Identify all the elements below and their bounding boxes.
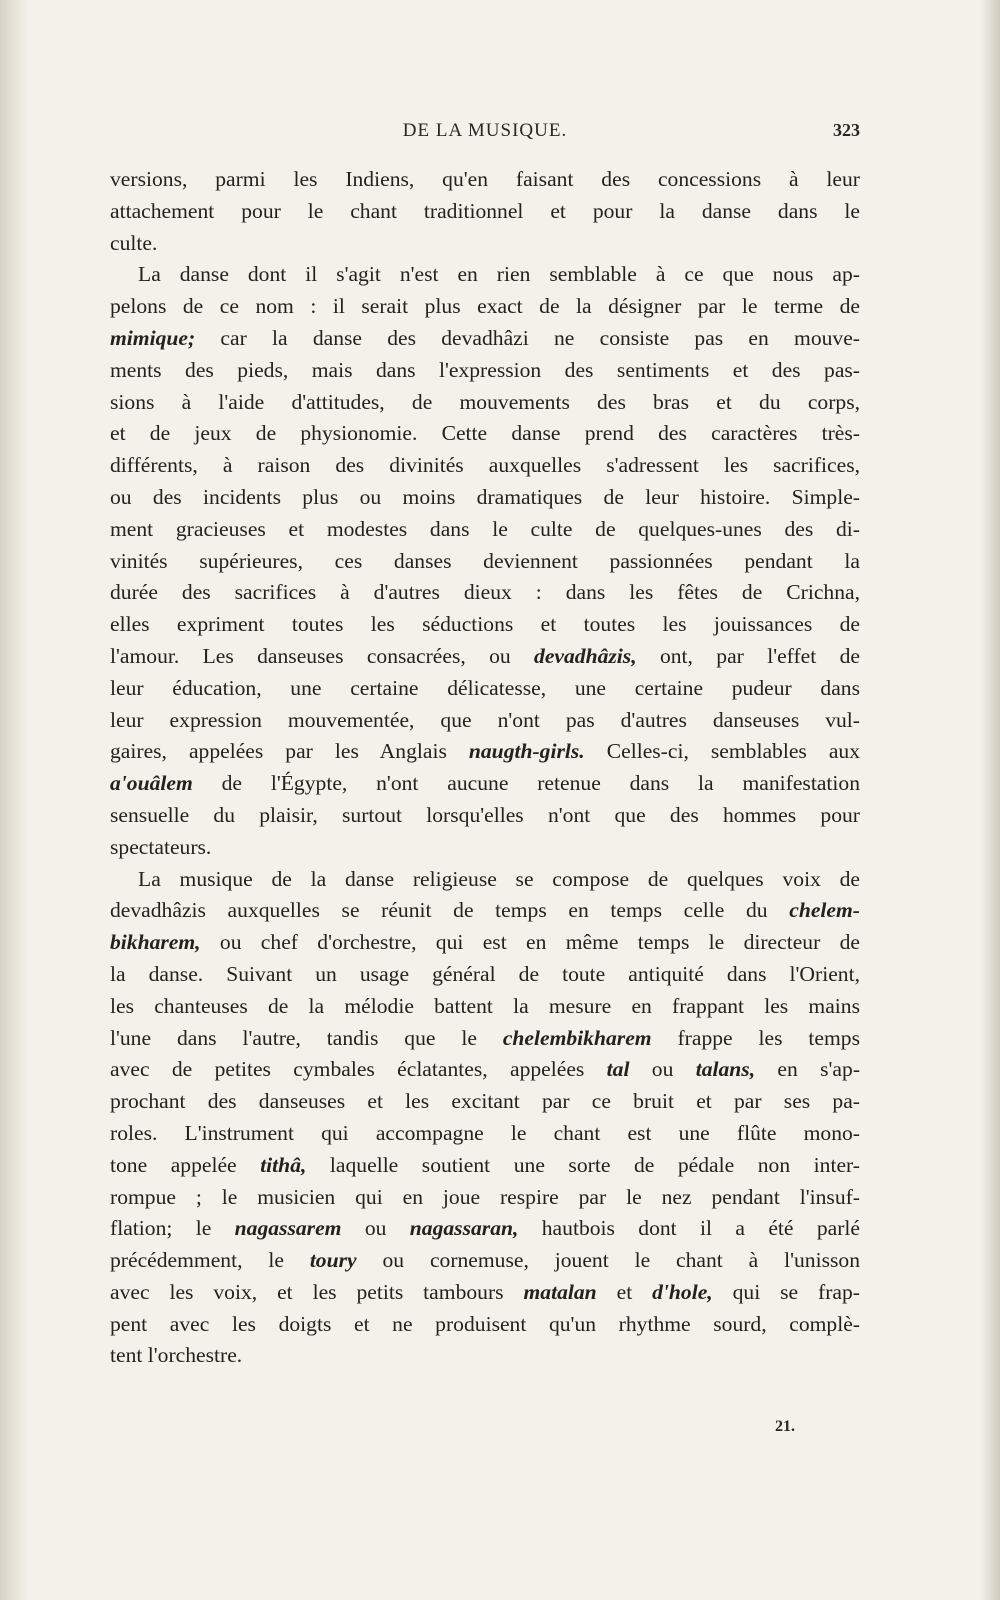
italic-term: bikharem, [110, 930, 201, 955]
text-line: prochant des danseuses et les excitant par ce bruit et par ses pa- [110, 1089, 860, 1114]
italic-term: talans, [695, 1057, 756, 1082]
italic-term: tithâ, [260, 1152, 307, 1177]
text-run: ou cornemuse, jouent le chant à l'unisson [356, 1248, 860, 1273]
text-run: et [596, 1279, 653, 1304]
text-line [110, 641, 860, 673]
text-line: spectateurs. [110, 834, 212, 859]
page-number: 323 [833, 120, 860, 140]
text-line: leur éducation, une certaine délicatesse, une certaine pudeur dans [110, 675, 860, 700]
text-line: elles expriment toutes les séductions et toutes les jouissances de [110, 612, 860, 637]
text-run: avec de petites cymbales éclatantes, appelées [110, 1057, 607, 1082]
text-run: en s'ap- [755, 1057, 860, 1082]
italic-term: matalan [523, 1279, 597, 1304]
text-line [110, 1277, 860, 1309]
text-line: ou des incidents plus ou moins dramatiques de leur histoire. Simple- [110, 484, 860, 509]
text-line: sensuelle du plaisir, surtout lorsqu'elles n'ont que des hommes pour [110, 802, 860, 827]
italic-term: nagassaran, [409, 1216, 519, 1241]
italic-term: a'ouâlem [110, 771, 193, 796]
text-run: gaires, appelées par les Anglais [110, 739, 469, 764]
text-run: l'amour. Les danseuses consacrées, ou [110, 643, 535, 668]
text-line: rompue ; le musicien qui en joue respire par le nez pendant l'insuf- [110, 1184, 860, 1209]
italic-term: devadhâzis, [534, 643, 637, 668]
text-line: La danse dont il s'agit n'est en rien semblable à ce que nous ap- [138, 262, 860, 287]
text-line: différents, à raison des divinités auxquelles s'adressent les sacrifices, [110, 453, 860, 478]
text-run: ou chef d'orchestre, qui est en même temps le directeur de [200, 930, 860, 955]
text-run: tone appelée [110, 1152, 261, 1177]
text-line: ment gracieuses et modestes dans le culte de quelques-unes des di- [110, 516, 860, 541]
text-line: roles. L'instrument qui accompagne le chant est une flûte mono- [110, 1120, 860, 1145]
page-edge-shadow [980, 0, 1000, 1600]
gutter-shadow [0, 0, 28, 1600]
text-line [110, 323, 860, 355]
italic-term: toury [309, 1248, 357, 1273]
running-title: DE LA MUSIQUE. [402, 120, 568, 141]
italic-term: chelem- [789, 898, 860, 923]
text-run: devadhâzis auxquelles se réunit de temps en temps celle du [110, 898, 790, 923]
text-line [110, 927, 860, 959]
text-line [110, 1023, 860, 1055]
text-line: La musique de la danse religieuse se compose de quelques voix de [138, 866, 860, 891]
text-run: ou [341, 1216, 410, 1241]
text-line: vinités supérieures, ces danses deviennent passionnées pendant la [110, 548, 860, 573]
italic-term: mimique; [110, 325, 196, 350]
text-line [110, 1054, 860, 1086]
text-run: de l'Égypte, n'ont aucune retenue dans la manifestation [192, 771, 860, 796]
italic-term: d'hole, [652, 1279, 713, 1304]
text-line: durée des sacrifices à d'autres dieux : dans les fêtes de Crichna, [110, 580, 860, 605]
text-line: sions à l'aide d'attitudes, de mouvements des bras et du corps, [110, 389, 860, 414]
signature-mark: 21. [775, 1418, 795, 1435]
text-run: car la danse des devadhâzi ne consiste pas en mouve- [195, 325, 860, 350]
text-run: précédemment, le [110, 1248, 310, 1273]
text-line: attachement pour le chant traditionnel et pour la danse dans le [110, 198, 860, 223]
text-line: culte. [110, 230, 158, 255]
text-line: tent l'orchestre. [110, 1343, 243, 1368]
text-run: ou [629, 1057, 696, 1082]
text-line: pent avec les doigts et ne produisent qu'un rhythme sourd, complè- [110, 1311, 860, 1336]
italic-term: nagassarem [234, 1216, 342, 1241]
text-line [110, 1213, 860, 1245]
text-line [110, 1245, 860, 1277]
italic-term: tal [606, 1057, 630, 1082]
text-line [110, 736, 860, 768]
text-run: flation; le [110, 1216, 235, 1241]
text-run: avec les voix, et les petits tambours [110, 1279, 524, 1304]
text-run: hautbois dont il a été parlé [518, 1216, 860, 1241]
text-run: qui se frap- [712, 1279, 860, 1304]
text-run: ont, par l'effet de [636, 643, 860, 668]
text-run: Celles-ci, semblables aux [584, 739, 860, 764]
text-run: frappe les temps [651, 1025, 860, 1050]
text-line: la danse. Suivant un usage général de toute antiquité dans l'Orient, [110, 961, 860, 986]
running-head [110, 120, 860, 150]
text-line: leur expression mouvementée, que n'ont pas d'autres danseuses vul- [110, 707, 860, 732]
text-line: ments des pieds, mais dans l'expression des sentiments et des pas- [110, 357, 860, 382]
italic-term: chelembikharem [502, 1025, 652, 1050]
body-text [110, 164, 860, 1372]
text-line: les chanteuses de la mélodie battent la mesure en frappant les mains [110, 993, 860, 1018]
text-run: l'une dans l'autre, tandis que le [110, 1025, 503, 1050]
text-line: et de jeux de physionomie. Cette danse prend des caractères très- [110, 421, 860, 446]
text-line [110, 1150, 860, 1182]
text-line [110, 768, 860, 800]
text-line [110, 895, 860, 927]
italic-term: naugth-girls. [468, 739, 585, 764]
text-line: pelons de ce nom : il serait plus exact de la désigner par le terme de [110, 294, 860, 319]
text-line: versions, parmi les Indiens, qu'en faisant des concessions à leur [110, 167, 860, 191]
text-run: laquelle soutient une sorte de pédale non inter- [306, 1152, 860, 1177]
